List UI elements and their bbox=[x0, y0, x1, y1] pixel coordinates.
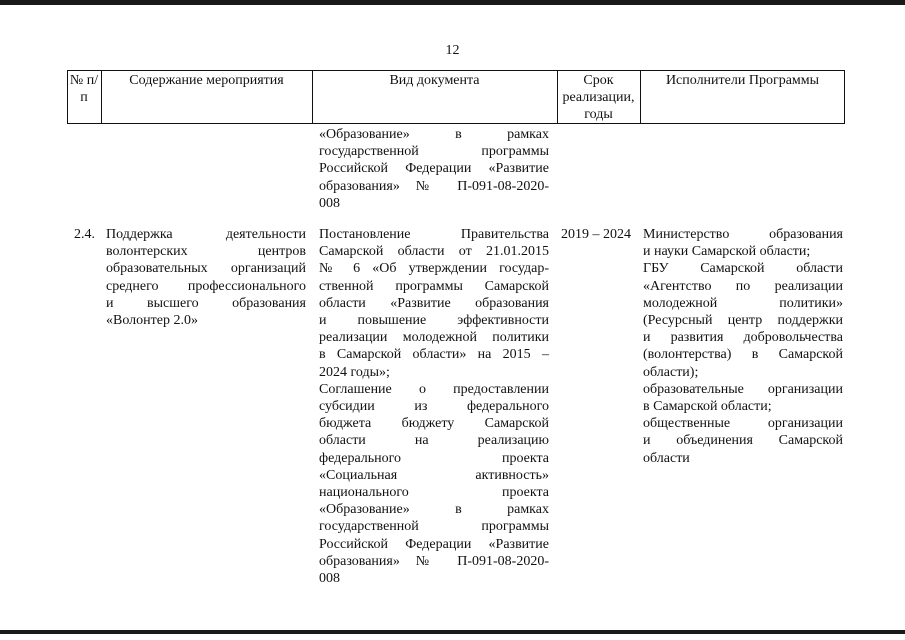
doc-line: федерального проекта bbox=[319, 450, 549, 466]
doc-line: реализации молодежной политики bbox=[319, 330, 549, 346]
doc-line: «Образование» в рамках bbox=[319, 127, 549, 142]
doc-line: 008 bbox=[319, 571, 340, 587]
doc-line: № 6 «Об утверждении государ- bbox=[319, 261, 549, 277]
executor-line: в Самарской области; bbox=[643, 399, 772, 415]
doc-line: ственной программы Самарской bbox=[319, 278, 549, 294]
row-number: 2.4. bbox=[74, 227, 95, 242]
content-line: и высшего образования bbox=[106, 295, 306, 311]
header-divider bbox=[101, 70, 102, 124]
content-line: Поддержка деятельности bbox=[106, 227, 306, 242]
header-divider bbox=[640, 70, 641, 124]
doc-line: области «Развитие образования bbox=[319, 295, 549, 311]
executor-line: и науки Самарской области; bbox=[643, 244, 811, 260]
doc-line: бюджета бюджету Самарской bbox=[319, 416, 549, 432]
doc-line: Постановление Правительства bbox=[319, 227, 549, 242]
doc-line: Самарской области от 21.01.2015 bbox=[319, 244, 549, 260]
executor-line: молодежной политики» bbox=[643, 295, 843, 311]
executor-line: области); bbox=[643, 364, 699, 380]
header-doc-type: Вид документа bbox=[389, 73, 480, 88]
doc-line: «Образование» в рамках bbox=[319, 502, 549, 518]
executor-line: и развития добровольчества bbox=[643, 330, 843, 346]
doc-line: и повышение эффективности bbox=[319, 313, 549, 329]
bottom-border-bar bbox=[0, 630, 905, 634]
executor-line: образовательные организации bbox=[643, 381, 843, 397]
executor-line: области bbox=[643, 450, 690, 466]
page-number: 12 bbox=[445, 43, 460, 58]
content-line: образовательных организаций bbox=[106, 261, 306, 277]
doc-line: Соглашение о предоставлении bbox=[319, 381, 549, 397]
executor-line: Министерство образования bbox=[643, 227, 843, 242]
header-num: № п/п bbox=[69, 73, 99, 105]
doc-line: области на реализацию bbox=[319, 433, 549, 449]
content-line: волонтерских центров bbox=[106, 244, 306, 260]
continuation-doc-cell bbox=[319, 126, 549, 212]
row-content-cell bbox=[106, 226, 306, 329]
doc-line: 008 bbox=[319, 195, 340, 211]
row-doc-cell bbox=[319, 226, 549, 587]
executor-line: «Агентство по реализации bbox=[643, 278, 843, 294]
executor-line: и объединения Самарской bbox=[643, 433, 843, 449]
executor-line: ГБУ Самарской области bbox=[643, 261, 843, 277]
executor-line: общественные организации bbox=[643, 416, 843, 432]
header-term: Срок реализации, годы bbox=[562, 73, 635, 122]
doc-line: образования» № П-091-08-2020- bbox=[319, 553, 549, 569]
doc-line: Российской Федерации «Развитие bbox=[319, 536, 549, 552]
doc-line: субсидии из федерального bbox=[319, 399, 549, 415]
doc-line: образования» № П-091-08-2020- bbox=[319, 178, 549, 194]
header-content: Содержание мероприятия bbox=[129, 73, 284, 88]
executor-line: (волонтерства) в Самарской bbox=[643, 347, 843, 363]
doc-line: «Социальная активность» bbox=[319, 467, 549, 483]
top-border-bar bbox=[0, 0, 905, 5]
header-divider bbox=[844, 70, 845, 124]
executor-line: (Ресурсный центр поддержки bbox=[643, 313, 843, 329]
content-line: «Волонтер 2.0» bbox=[106, 313, 198, 329]
content-line: среднего профессионального bbox=[106, 278, 306, 294]
doc-line: 2024 годы»; bbox=[319, 364, 390, 380]
doc-line: Российской Федерации «Развитие bbox=[319, 161, 549, 177]
header-executors: Исполнители Программы bbox=[665, 73, 820, 88]
doc-line: государственной программы bbox=[319, 519, 549, 535]
header-divider bbox=[312, 70, 313, 124]
doc-line: государственной программы bbox=[319, 144, 549, 160]
doc-line: национального проекта bbox=[319, 485, 549, 501]
doc-line: в Самарской области» на 2015 – bbox=[319, 347, 549, 363]
row-executors-cell bbox=[643, 226, 843, 467]
row-term: 2019 – 2024 bbox=[561, 227, 631, 242]
